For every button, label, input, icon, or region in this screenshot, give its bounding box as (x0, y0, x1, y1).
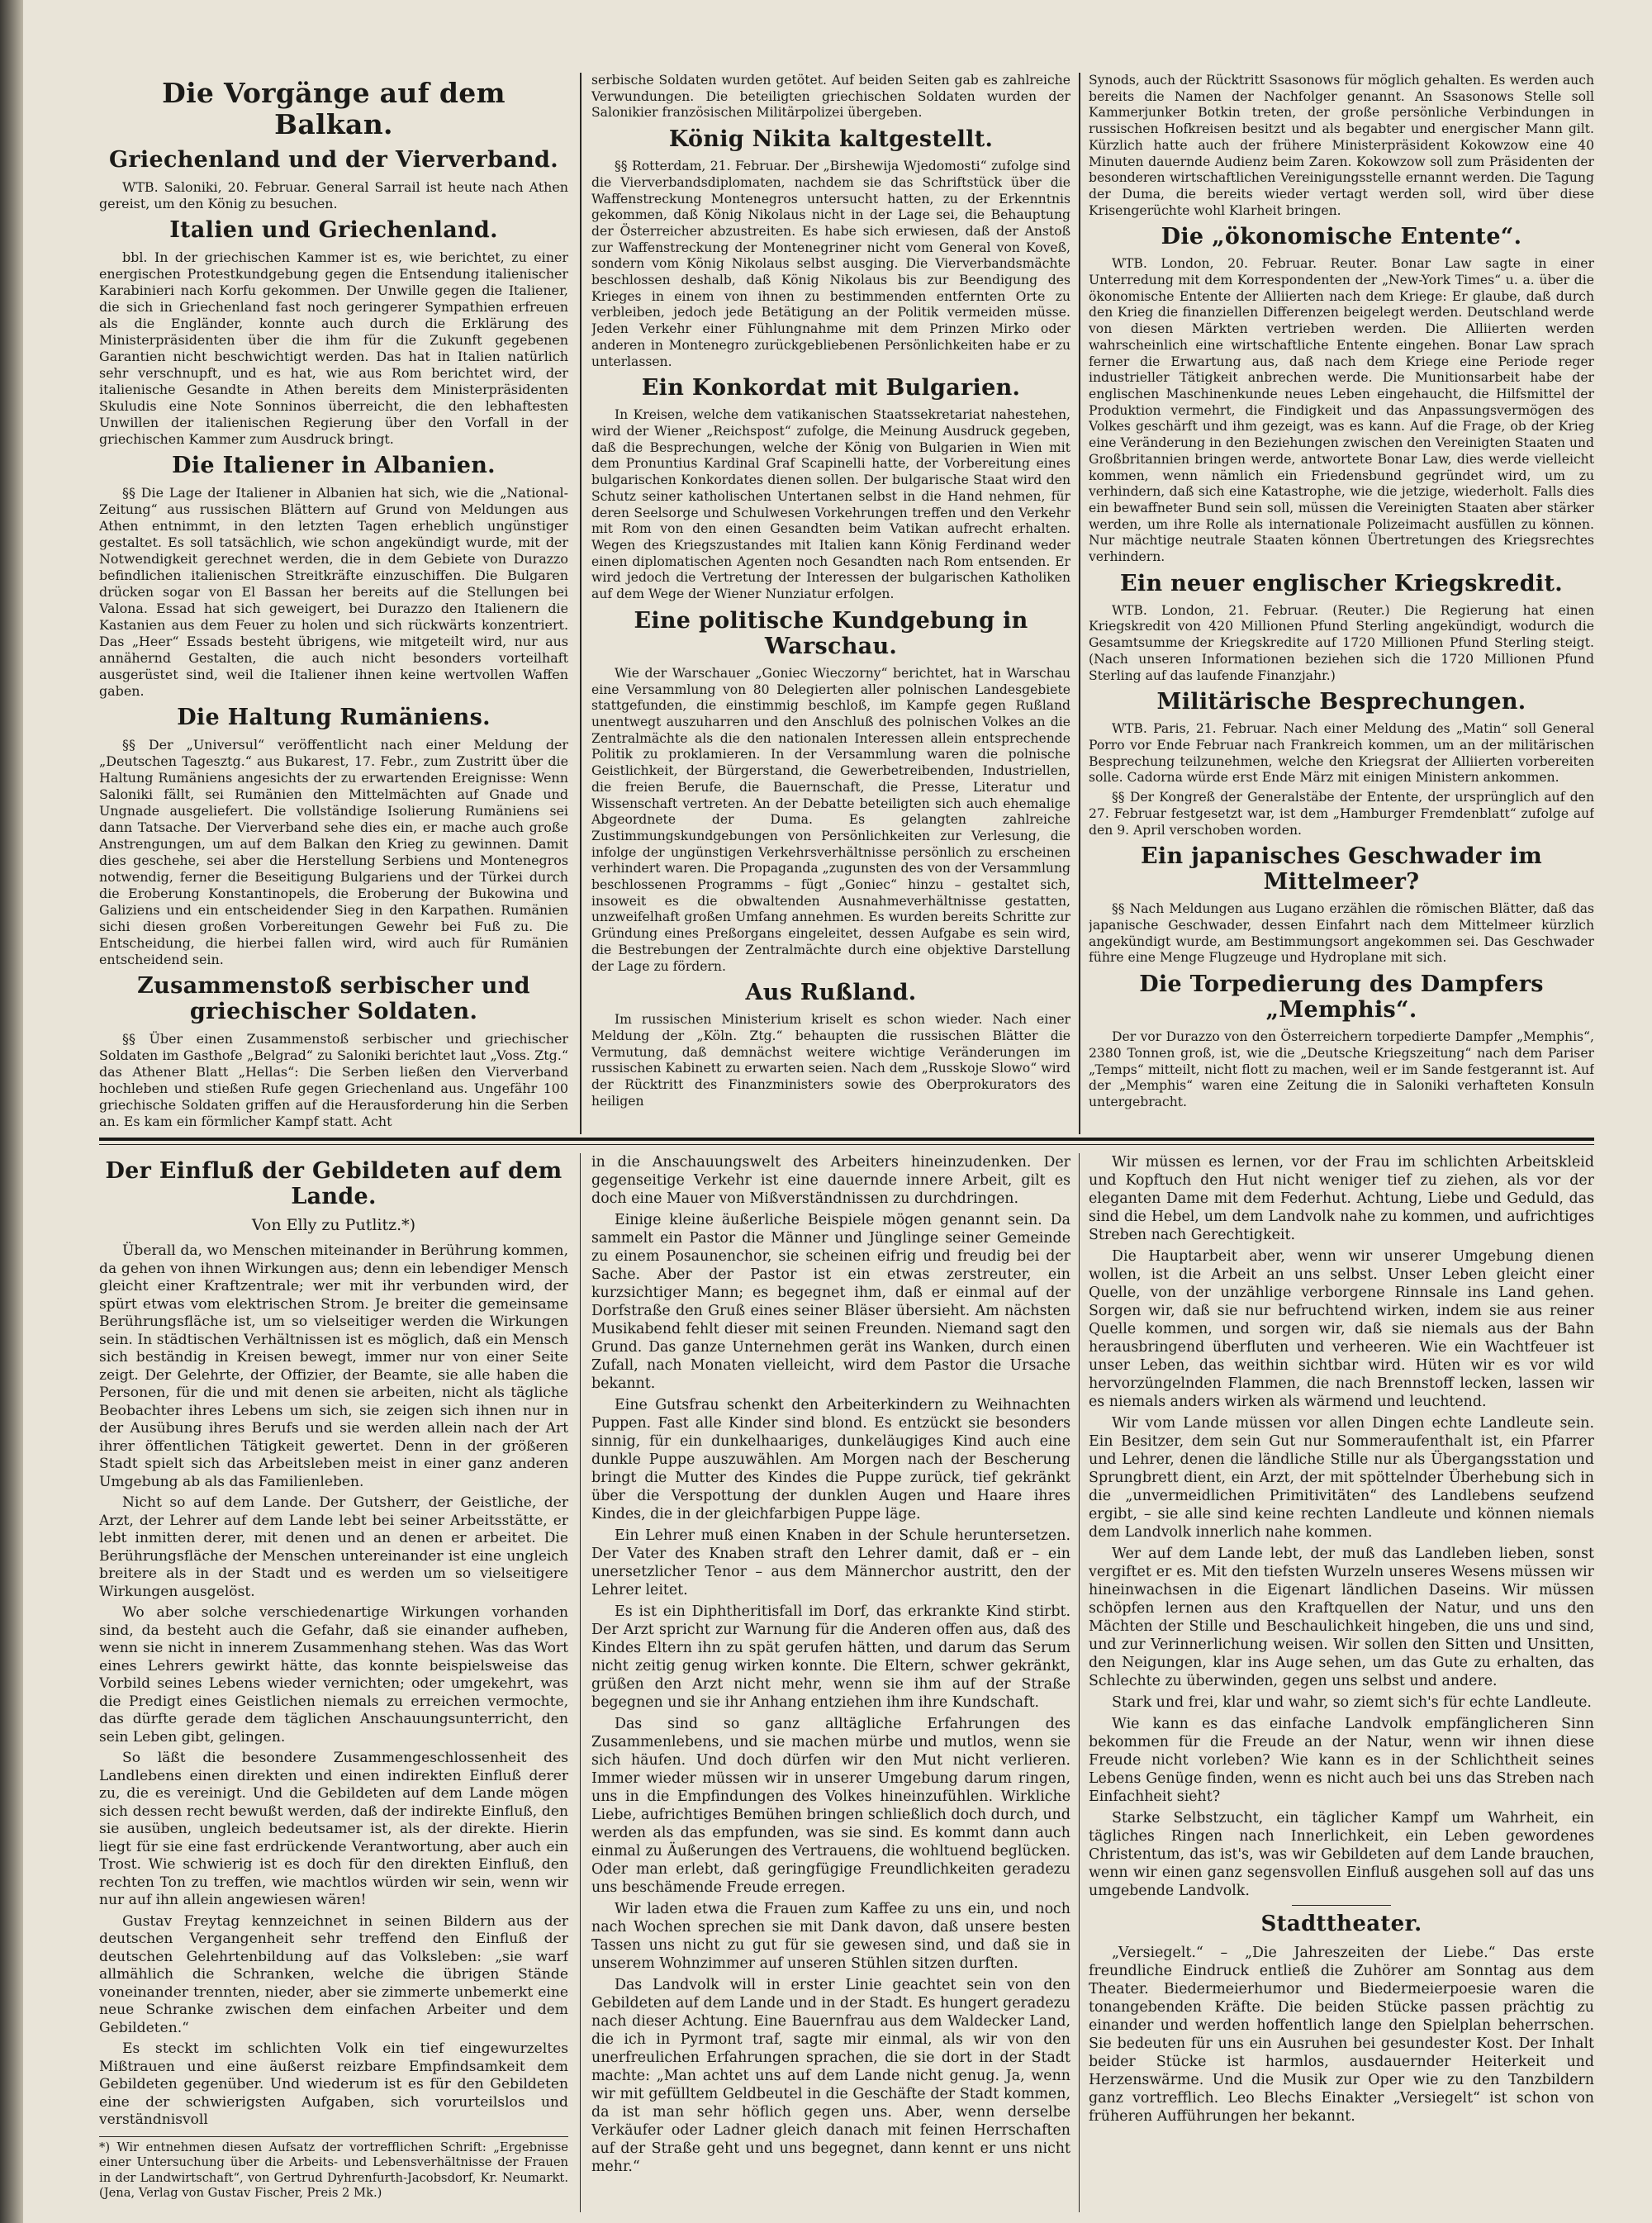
article-headline: Aus Rußland. (745, 980, 917, 1006)
article-headline: Ein Konkordat mit Bulgarien. (641, 375, 1021, 401)
article-paragraph: §§ Der „Universul“ veröffentlicht nach einer Meldung der „Deutschen Tagesztg.“ aus Bukarest, 17. Febr., zum Zustritt über die Haltung Rumäniens angesichts der zu erwartenden Ereignisse: Wenn Saloniki fällt, sei Rumänien den Mittelmächten auf Gnade und Ungnade ausgeliefert. Die vollständige Isolierung Rumäniens sei dann Tatsache. Der Vierverband sehe dies ein, er mache auch große Anstrengungen, um auf dem Balkan den Krieg zu gewinnen. Damit dies geschehe, sei aber die Herstellung Serbiens und Montenegros notwendig, ferner die Beseitigung Bulgariens und der Türkei durch die Eroberung Konstantinopels, die Eroberung der Bukowina und Galiziens und ein entscheidender Sieg in den Karpathen. Rumänien sichi diesen großen Vorbereitungen Gewehr bei Fuß zu. Die Entscheidung, die hierbei fallen wird, wird auch für Rumänien entscheidend sein. (99, 737, 568, 968)
article (1089, 971, 1594, 1111)
feuilleton-section (99, 1153, 1594, 2212)
article (99, 147, 568, 212)
article-paragraph: WTB. Paris, 21. Februar. Nach einer Meldung des „Matin“ soll General Porro vor Ende Februar nach Frankreich kommen, um an der militärischen Besprechung teilzunehmen, welche den Kriegsrat der Alliierten vorbereiten solle. Cadorna würde erst Ende März mit einigen Ministern ankommen. (1089, 721, 1594, 786)
article-paragraph: Überall da, wo Menschen miteinander in Berührung kommen, da gehen von ihnen Wirkungen aus; denn ein lebendiger Mensch gleicht einer Kraftzentrale; wer mit ihr verbunden wird, der spürt etwas vom elektrischen Strom. Je breiter die gemeinsame Berührungsfläche ist, um so vielseitiger werden die Wirkungen sein. In städtischen Verhältnissen ist es möglich, daß ein Mensch sich beständig in Kreisen bewegt, immer nur von einer Seite zeigt. Der Gelehrte, der Offizier, der Beamte, sie alle haben die Personen, für die und mit denen sie arbeiten, nicht als tägliche Beobachter ihres Lebens um sich, sie zeigen sich ihnen nur in der Ausübung ihres Berufs und sie werden allein nach der Art ihrer öffentlichen Tätigkeit gewertet. Denn in der größeren Stadt spielt sich das Arbeitsleben meist in einer ganz anderen Umgebung ab als das Familienleben. (99, 1242, 568, 1490)
article-headline: Die „ökonomische Entente“. (1161, 224, 1522, 250)
article (99, 453, 568, 700)
book-binding-edge (0, 0, 23, 2223)
article (591, 126, 1070, 370)
column-2-articles (591, 126, 1070, 1109)
article-paragraph: §§ Nach Meldungen aus Lugano erzählen die römischen Blätter, daß das japanische Geschwader, dessen Einfahrt nach dem Mittelmeer kürzlich angekündigt wurde, am Bestimmungsort angekommen sei. Das Geschwader führe eine Menge Flugzeuge und Hydroplane mit sich. (1089, 901, 1594, 966)
column-divider (1079, 73, 1080, 1134)
column-3-articles (1089, 224, 1594, 1110)
article-paragraph: serbische Soldaten wurden getötet. Auf beiden Seiten gab es zahlreiche Verwundungen. Die beteiligten griechischen Soldaten wurden der Salonikier französischen Militärpolizei übergeben. (591, 73, 1070, 121)
article-paragraph: Wir vom Lande müssen vor allen Dingen echte Landleute sein. Ein Besitzer, dem sein Gut nur Sommeraufenthalt ist, ein Pfarrer und Lehrer, denen die ländliche Stille nur als Übergangsstation und Sprungbrett dient, ein Arzt, der mit spöttelnder Überhebung sich in die „unvermeidlichen Primitivitäten“ des Landlebens seufzend ergibt, – sie alle sind keine rechten Landleute und können niemals dem Landvolk innerlich nahe kommen. (1089, 1415, 1594, 1541)
column-2-continuation (591, 73, 1070, 121)
article-headline: Die Haltung Rumäniens. (177, 705, 491, 731)
footnote: *) Wir entnehmen diesen Aufsatz der vortrefflichen Schrift: „Ergebnisse einer Untersuchung über die Arbeits- und Lebensverhältnisse der Frauen in der Landwirtschaft“, von Gertrud Dyhrenfurth-Jacobsdorf, Kr. Neumarkt. (Jena, Verlag von Gustav Fischer, Preis 2 Mk.) (99, 2136, 568, 2202)
feuilleton-column-3 (1089, 1153, 1594, 2212)
section-rule (1292, 1905, 1391, 1906)
column-divider (580, 1153, 581, 2212)
article-paragraph: §§ Die Lage der Italiener in Albanien hat sich, wie die „National-Zeitung“ aus russischen Blättern auf Grund von Meldungen aus Athen entnimmt, in den letzten Tagen erheblich ungünstiger gestaltet. Es soll tatsächlich, wie schon angekündigt wurde, mit der Notwendigkeit gerechnet werden, die in dem Gebiete von Durazzo befindlichen italienischen Streitkräfte einzuschiffen. Die Bulgaren drücken sogar von El Bassan her bereits auf die Stellungen bei Valona. Essad hat sich geweigert, bei Durazzo den Italienern die Kastanien aus dem Feuer zu holen und sich rückwärts konzentriert. Das „Heer“ Essads besteht übrigens, wie mitgeteilt wird, nur aus annähernd Gestalten, die auch nicht besonders vorteilhaft ausgerüstet sind, weil die Italiener ihnen keine wertvollen Waffen gaben. (99, 485, 568, 700)
article-paragraph: Wir laden etwa die Frauen zum Kaffee zu uns ein, und noch nach Wochen sprechen sie mit Dank davon, daß unsere besten Tassen uns nicht zu gut für sie gewesen sind, und daß sie in unserem Wohnzimmer auf unseren Stühlen sitzen durften. (591, 1901, 1070, 1972)
article-paragraph: Eine Gutsfrau schenkt den Arbeiterkindern zu Weihnachten Puppen. Fast alle Kinder sind blond. Es entzückt sie besonders sinnig, für ein dunkelhaariges, dunkeläugiges Kind auch eine dunkle Puppe auszuwählen. Am Morgen nach der Bescherung bringt die Mutter des Kindes die Puppe zurück, tief gekränkt über die Verspottung der dunklen Augen und Haare ihres Kindes, die in der gleichfarbigen Puppe läge. (591, 1397, 1070, 1522)
article-paragraph: Ein Lehrer muß einen Knaben in der Schule heruntersetzen. Der Vater des Knaben straft den Lehrer damit, daß er – ein unersetzlicher Tenor – aus dem Männerchor austritt, den der Lehrer leitet. (591, 1527, 1070, 1598)
feuilleton-rule-thick (99, 1138, 1594, 1141)
article (1089, 224, 1594, 565)
article-paragraph: Im russischen Ministerium kriselt es schon wieder. Nach einer Meldung der „Köln. Ztg.“ behaupten die russischen Blätter die Vermutung, daß demnächst weitere wichtige Veränderungen im russischen Kabinett zu erwarten seien. Nach dem „Russkoje Slowo“ wird der Rücktritt des Finanzministers sowie des Oberprokurators des heiligen (591, 1012, 1070, 1109)
article-paragraph: Es steckt im schlichten Volk ein tief eingewurzeltes Mißtrauen und eine äußerst reizbare Empfindsamkeit dem Gebildeten gegenüber. Und wiederum ist es für den Gebildeten eine der schwierigsten Aufgaben, sich vorurteilslos und verständnisvoll (99, 2040, 568, 2129)
article-paragraph: In Kreisen, welche dem vatikanischen Staatssekretariat nahestehen, wird der Wiener „Reichspost“ zufolge, die Meinung Ausdruck gegeben, daß die Besprechungen, welche der König von Bulgarien in Wien mit dem Pronuntius Kardinal Graf Scapinelli hatte, der Vorbereitung eines bulgarischen Konkordates dienen sollen. Der bulgarische Staat wird den Schutz seiner katholischen Untertanen selbst in die Hand nehmen, für deren Seelsorge und Schulwesen Vorkehrungen treffen und den Verkehr mit Rom von den einen Gesandten beim Vatikan aufrecht erhalten. Wegen des Kriegszustandes mit Italien kann König Ferdinand weder einen diplomatischen Agenten noch Gesandten nach Rom entsenden. Er wird jedoch die Vertretung der Interessen der bulgarischen Katholiken auf dem Wege der Wiener Nunziatur erfolgen. (591, 407, 1070, 602)
column-3-continuation (1089, 73, 1594, 219)
article (591, 608, 1070, 975)
theater-review (1089, 1944, 1594, 2126)
article-paragraph: Stark und frei, klar und wahr, so ziemt sich's für echte Landleute. (1112, 1694, 1592, 1711)
article-paragraph: Wo aber solche verschiedenartige Wirkungen vorhanden sind, da besteht auch die Gefahr, daß sie einander aufheben, wenn sie nicht in innerem Zusammenhang stehen. Was das Wort eines Lehrers gewirkt hätte, das konnte beispielsweise das Vorbild seines Lebens wieder vernichten; oder umgekehrt, was die Predigt eines Geistlichen niemals zu erreichen vermochte, das dürfte gerade dem täglichen Anschauungsunterricht, den sein Leben gibt, gelingen. (99, 1604, 568, 1746)
article (591, 980, 1070, 1109)
article-paragraph: WTB. London, 21. Februar. (Reuter.) Die Regierung hat einen Kriegskredit von 420 Millionen Pfund Sterling angekündigt, wodurch die Gesamtsumme der Kriegskredite auf 1720 Millionen Pfund Sterling steigt. (Nach unseren Informationen beziehen sich die 1720 Millionen Pfund Sterling auf das laufende Finanzjahr.) (1089, 602, 1594, 683)
article-paragraph: „Versiegelt.“ – „Die Jahreszeiten der Liebe.“ Das erste freundliche Eindruck entließ die Zuhörer am Sonntag aus dem Theater. Biedermeierhumor und Biedermeierpoesie waren die tonangebenden Kräfte. Die beiden Stücke passen prächtig zu einander und werden hoffentlich lange den Spielplan beherrschen. Sie bedeuten für uns ein Ausruhen bei gesundester Kost. Der Inhalt beider Stücke ist harmlos, ausdauernder Heiterkeit und Herzenswärme. Und die Musik zur Oper wie zu den Tanzbildern ganz vortrefflich. Leo Blechs Einakter „Versiegelt“ ist schon von früheren Aufführungen her bekannt. (1089, 1944, 1594, 2125)
feuilleton-text-2 (591, 1153, 1070, 2176)
article-paragraph: Synods, auch der Rücktritt Ssasonows für möglich gehalten. Es werden auch bereits die Namen der Nachfolger genannt. An Ssasonows Stelle soll Kammerjunker Botkin treten, der große persönliche Verbindungen in russischen Hofkreisen besitzt und als begabter und energischer Mann gilt. Kürzlich hatte auch der frühere Ministerpräsident Kokowzow eine 40 Minuten dauernde Audienz beim Zaren. Kokowzow soll zum Präsidenten der besonderen wirtschaftlichen Vereinigungsstelle ernannt werden. Die Tagung der Duma, die bereits wieder vertagt werden soll, wird über diese Krisengerüchte wohl Klarheit bringen. (1089, 73, 1594, 218)
article-paragraph: Einige kleine äußerliche Beispiele mögen genannt sein. Da sammelt ein Pastor die Männer und Jünglinge seiner Gemeinde zu einem Posaunenchor, sie scheinen eifrig und freudig bei der Sache. Aber der Pastor ist ein etwas zerstreuter, ein kurzsichtiger Mann; es begegnet ihm, daß er einmal auf der Dorfstraße den Gruß eines seiner Bläser übersieht. Am nächsten Musikabend fehlt dieser mit seinen Freunden. Niemand sagt den Grund. Das ganze Unternehmen gerät ins Wanken, durch einen Zufall, nach Monaten vielleicht, wird dem Pastor die Ursache bekannt. (591, 1212, 1070, 1392)
article-headline: Die Italiener in Albanien. (172, 452, 496, 478)
article-paragraph: Wie der Warschauer „Goniec Wieczorny“ berichtet, hat in Warschau eine Versammlung von 80 Delegierten aller polnischen Landesgebiete stattgefunden, die einstimmig beschloß, im Kampfe gegen Rußland unentwegt auszuharren und den Anschluß des polnischen Volkes an die Zentralmächte als die den nationalen Interessen allein entsprechende Politik zu proklamieren. In der Versammlung waren die polnische Geistlichkeit, der Bürgerstand, die Gewerbetreibenden, Industriellen, die freien Berufe, die Bauernschaft, die Presse, Literatur und Wissenschaft vertreten. An der Debatte beteiligten sich auch ehemalige Abgeordnete der Duma. Es gelangten zahlreiche Zustimmungskundgebungen von Persönlichkeiten zur Verlesung, die infolge der ungünstigen Verkehrsverhältnisse persönlich zu erscheinen verhindert waren. Die Propaganda „zugunsten des von der Versammlung beschlossenen Programms – fügt „Goniec“ hinzu – gestaltet sich, insoweit es die obwaltenden Ausnahmeverhältnisse gestatten, unzweifelhaft großen Umfang annehmen. Es wurden bereits Schritte zur Gründung eines Preßorgans eingeleitet, dessen Aufgabe es sein wird, die Bestrebungen der Zentralmächte durch eine objektive Darstellung der Lage zu fördern. (591, 665, 1070, 974)
article (1089, 689, 1594, 838)
feuilleton-text-1 (99, 1242, 568, 2130)
article-paragraph: §§ Rotterdam, 21. Februar. Der „Birshewija Wjedomosti“ zufolge sind die Vierverbandsdiplomaten, nachdem sie das Schriftstück über die Waffenstreckung Montenegros untersucht hatten, zu der Erkenntnis gekommen, daß König Nikolaus nicht in der Lage sei, die Behauptung der Österreicher abzustreiten. Es habe sich erwiesen, daß der Anstoß zur Waffenstreckung der Montenegriner nicht vom General von Koveß, sondern vom König Nikolaus selbst ausging. Die Vierverbandsmächte beschlossen deshalb, daß König Nikolaus bis zur Beendigung des Krieges in einem von ihnen zu bestimmenden entfernten Orte zu verbleiben, jedoch jede Betätigung an der Politik vermeiden müsse. Jeden Verkehr einer Fühlungnahme mit dem Prinzen Mirko oder anderen in Montenegro zurückgebliebenen Persönlichkeiten habe er zu unterlassen. (591, 159, 1070, 369)
article-headline: Italien und Griechenland. (169, 216, 498, 243)
article-headline: Ein japanisches Geschwader im Mittelmeer? (1141, 843, 1542, 895)
column-divider (1079, 1153, 1080, 2212)
article (99, 705, 568, 968)
news-column-3 (1089, 73, 1594, 1134)
article-headline: Zusammenstoß serbischer und griechischer Soldaten. (137, 973, 530, 1025)
article-paragraph: Wie kann es das einfache Landvolk empfänglicheren Sinn bekommen für die Freude an der Natur, wenn wir ihnen diese Freude nicht vorleben? Wie kann es in der Schlichtheit seines Lebens Genüge finden, wenn es nicht auch bei uns das Streben nach Einfachheit sieht? (1089, 1716, 1594, 1805)
article-headline: Griechenland und der Vierverband. (109, 146, 558, 173)
news-column-2 (591, 73, 1070, 1134)
article-headline: König Nikita kaltgestellt. (668, 126, 994, 153)
article-headline: Eine politische Kundgebung in Warschau. (634, 607, 1028, 659)
article (1089, 571, 1594, 685)
article-paragraph: bbl. In der griechischen Kammer ist es, wie berichtet, zu einer energischen Protestkundgebung gegen die Entsendung italienischer Karabinieri nach Korfu gekommen. Der Unwille gegen die Italiener, die sich in Griechenland fast noch geringerer Sympathien erfreuen als die Engländer, konnte auch durch die Erklärung des Ministerpräsidenten über die ihm für die Zukunft gegebenen Garantien nicht beschwichtigt werden. Das hat in Italien natürlich sehr verschnupft, und es hat, wie aus Rom berichtet wird, der italienische Gesandte in Athen bereits dem Ministerpräsidenten Skuludis eine Note Sonninos überreicht, die den lebhaftesten Unwillen der italienischen Regierung über den Vorfall in der griechischen Kammer zum Ausdruck bringt. (99, 249, 568, 447)
article-paragraph: Das Landvolk will in erster Linie geachtet sein von den Gebildeten auf dem Lande und in der Stadt. Es hungert geradezu nach dieser Achtung. Eine Bauernfrau aus dem Waldecker Land, die ich in Pyrmont traf, sagte mir einmal, als wir von den unerfreulichen Erfahrungen sprachen, die sie dort in der Stadt machte: „Man achtet uns auf dem Lande nicht genug. Ja, wenn wir mit gefülltem Geldbeutel in die Geschäfte der Stadt kommen, da ist man sehr höflich gegen uns. Aber, wenn derselbe Verkäufer oder Ladner gleich danach mit feinen Herrschaften auf der Straße geht und uns begegnet, dann kennt er uns nicht mehr.“ (591, 1977, 1070, 2175)
article-paragraph: Die Hauptarbeit aber, wenn wir unserer Umgebung dienen wollen, ist die Arbeit an uns selbst. Unser Leben gleicht einer Quelle, von der unzählige verborgene Rinnsale ins Land gehen. Sorgen wir, daß sie nur befruchtend wirken, indem sie aus reiner Quelle kommen, und sorgen wir, daß sie niemals aus der Bahn herausbringend überfluten und verheeren. Wie ein Wachtfeuer ist unser Leben, das weithin sichtbar wird. Hüten wir es vor wild hervorzüngelnden Flammen, die nach Brennstoff lecken, lassen wir es niemals anders wirken als wärmend und leuchtend. (1089, 1248, 1594, 1410)
article (1089, 843, 1594, 967)
article-paragraph: §§ Der Kongreß der Generalstäbe der Entente, der ursprünglich auf den 27. Februar festgesetzt war, ist dem „Hamburger Fremdenblatt“ zufolge auf den 9. April verschoben worden. (1089, 790, 1594, 838)
column-divider (580, 73, 582, 1134)
article-paragraph: WTB. Saloniki, 20. Februar. General Sarrail ist heute nach Athen gereist, um den König zu besuchen. (99, 178, 568, 211)
column-1-articles (99, 147, 568, 1130)
article-paragraph: So läßt die besondere Zusammengeschlossenheit des Landlebens einen direkten und einen indirekten Einfluß derer zu, die es vereinigt. Und die Gebildeten auf dem Lande mögen sich dessen recht bewußt werden, daß der indirekte Einfluß, den sie ausüben, ungleich bedeutsamer ist, als der direkte. Hierin liegt für sie eine fast erdrückende Verantwortung, aber auch ein Trost. Wie schwierig ist es doch für den direkten Einfluß, den rechten Ton zu treffen, wie machtlos würden wir sein, wenn wir nur auf ihn allein angewiesen wären! (99, 1750, 568, 1909)
newspaper-page (99, 73, 1594, 2212)
article-paragraph: Der vor Durazzo von den Österreichern torpedierte Dampfer „Memphis“, 2380 Tonnen groß, ist, wie die „Deutsche Kriegszeitung“ nach dem Pariser „Temps“ mitteilt, nicht flott zu machen, weil er im Sande festgerannt ist. Auf der „Memphis“ waren eine Zeitung die in Saloniki verhafteten Konsuln untergebracht. (1089, 1029, 1594, 1110)
article-paragraph: Wir müssen es lernen, vor der Frau im schlichten Arbeitskleid und Kopftuch den Hut nicht weniger tief zu ziehen, als vor der eleganten Dame mit dem Federhut. Achtung, Liebe und Geduld, das sind die Hebel, um dem Landvolk nahe zu kommen, und aufrichtiges Streben nach Gerechtigkeit. (1089, 1154, 1594, 1243)
news-column-1 (99, 73, 568, 1134)
article-paragraph: in die Anschauungswelt des Arbeiters hineinzudenken. Der gegenseitige Verkehr ist eine dauernde innere Arbeit, gilt es doch eine Mauer von Mißverständnissen zu durchdringen. (591, 1154, 1070, 1207)
theater-title: Stadttheater. (1260, 1912, 1422, 1936)
article (99, 217, 568, 448)
article (99, 973, 568, 1130)
article-paragraph: WTB. London, 20. Februar. Reuter. Bonar Law sagte in einer Unterredung mit dem Korrespondenten der „New-York Times“ u. a. über die ökonomische Entente der Alliierten nach dem Kriege: Er glaube, daß durch den Krieg die finanziellen Differenzen beigelegt werden. Deutschland werde von diesen Märkten vertrieben werden. Die Alliierten werden wahrscheinlich eine wirtschaftliche Entente eingehen. Bonar Law sprach ferner die Erwartung aus, daß nach dem Kriege eine Periode reger industrieller Tätigkeit anbrechen werde. Die Munitionsarbeit habe der englischen Maschinenkunde neues Leben eingehaucht, die Hilfsmittel der Produktion vermehrt, die Findigkeit und das Anpassungsvermögen des Volkes geschärft und ihm gezeigt, was es kann. Auf die Frage, ob der Krieg eine Veränderung in den Beziehungen zwischen den Vereinigten Staaten und Großbritannien bringen werde, antwortete Bonar Law, dies werde vielleicht kommen, wenn nämlich ein Friedensbund gegründet wird, um zu verhindern, daß sich eine Katastrophe, wie die jetzige, wiederholt. Falls dies ein bewaffneter Bund sein soll, müssen die Vereinigten Staaten aber stärker werden, um ihre Rolle als internationale Polizeimacht ausfüllen zu können. Nur mächtige neutrale Staaten können Übertretungen des Kriegsrechtes verhindern. (1089, 256, 1594, 565)
main-headline: Die Vorgänge auf dem Balkan. (162, 77, 506, 140)
article-paragraph: Nicht so auf dem Lande. Der Gutsherr, der Geistliche, der Arzt, der Lehrer auf dem Lande lebt bei seiner Arbeitsstätte, er lebt inmitten derer, mit denen und an denen er arbeitet. Die Berührungsfläche der Menschen untereinander ist eine ungleich breitere als in der Stadt und es werden um so vielseitigere Wirkungen ausgelöst. (99, 1494, 568, 1600)
feuilleton-column-1 (99, 1153, 568, 2212)
feuilleton-text-3 (1089, 1153, 1594, 1900)
article-paragraph: Wer auf dem Lande lebt, der muß das Landleben lieben, sonst vergiftet er es. Mit den tiefsten Wurzeln unseres Wesens müssen wir hineinwachsen in die Eigenart ländlichen Daseins. Wir müssen schöpfen lernen aus den Kraftquellen der Natur, und uns den Mächten der Stille und Beschaulichkeit hingeben, die uns und sind, und zur Verinnerlichung weisen. Wir sollen den Sitten und Unsitten, den Neigungen, klar ins Auge sehen, um das Gute zu erhalten, das Schlechte zu überwinden, gegen uns selbst und andere. (1089, 1546, 1594, 1689)
article-paragraph: Gustav Freytag kennzeichnet in seinen Bildern aus der deutschen Vergangenheit sehr treffend den Einfluß der deutschen Gelehrtenbildung auf das Volksleben: „sie warf allmählich die Schranken, welche die übrigen Stände voneinander trennten, nieder, aber sie zimmerte unbemerkt eine neue Schranke zwischen dem einfachen Arbeiter und dem Gebildeten.“ (99, 1912, 568, 2036)
article-paragraph: Starke Selbstzucht, ein täglicher Kampf um Wahrheit, ein tägliches Ringen nach Innerlichkeit, ein Leben gewordenes Christentum, das ist's, was wir Gebildeten auf dem Lande brauchen, wenn wir einen ganz segensvollen Einfluß ausgehen soll auf das uns umgebende Landvolk. (1089, 1810, 1594, 1899)
article-paragraph: §§ Über einen Zusammenstoß serbischer und griechischer Soldaten im Gasthofe „Belgrad“ zu Saloniki berichtet laut „Voss. Ztg.“ das Athener Blatt „Hellas“: Die Serben ließen den Vierverband hochleben und stießen Rufe gegen Griechenland aus. Ungefähr 100 griechische Soldaten griffen auf die Herausforderung hin die Serben an. Es kam ein förmlicher Kampf statt. Acht (99, 1031, 568, 1130)
feuilleton-rule-thin (99, 1144, 1594, 1145)
news-section (99, 73, 1594, 1134)
article-headline: Ein neuer englischer Kriegskredit. (1120, 570, 1563, 596)
article-headline: Die Torpedierung des Dampfers „Memphis“. (1139, 971, 1544, 1024)
feuilleton-column-2 (591, 1153, 1070, 2212)
feuilleton-title: Der Einfluß der Gebildeten auf dem Lande. (105, 1158, 563, 1210)
article (591, 375, 1070, 602)
article-paragraph: Das sind so ganz alltägliche Erfahrungen des Zusammenlebens, und sie machen mürbe und mutlos, wenn sie sich häufen. Und doch dürfen wir den Mut nicht verlieren. Immer wieder müssen wir in unserer Umgebung darum ringen, uns in die Empfindungen des Volkes hineinzufühlen. Wirkliche Liebe, aufrichtiges Bemühen bringen schließlich doch durch, und werden als das empfunden, was sie sind. Es kommt dann auch einmal zu Äußerungen des Vertrauens, die wohltuend beglücken. Oder man erlebt, daß geringfügige Freundlichkeiten geradezu uns beschämende Freude erregen. (591, 1716, 1070, 1896)
feuilleton-byline: Von Elly zu Putlitz.*) (251, 1216, 416, 1235)
article-paragraph: Es ist ein Diphtheritisfall im Dorf, das erkrankte Kind stirbt. Der Arzt spricht zur Warnung für die Anderen offen aus, daß des Kindes Eltern ihn zu spät gerufen hätten, und darum das Serum nicht zeitig genug wirken konnte. Die Eltern, schwer gekränkt, grüßen den Arzt nicht mehr, wenn sie ihm auf der Straße begegnen und sie ihr Anhang entziehen ihm ihre Kundschaft. (591, 1603, 1070, 1711)
article-headline: Militärische Besprechungen. (1156, 689, 1526, 715)
